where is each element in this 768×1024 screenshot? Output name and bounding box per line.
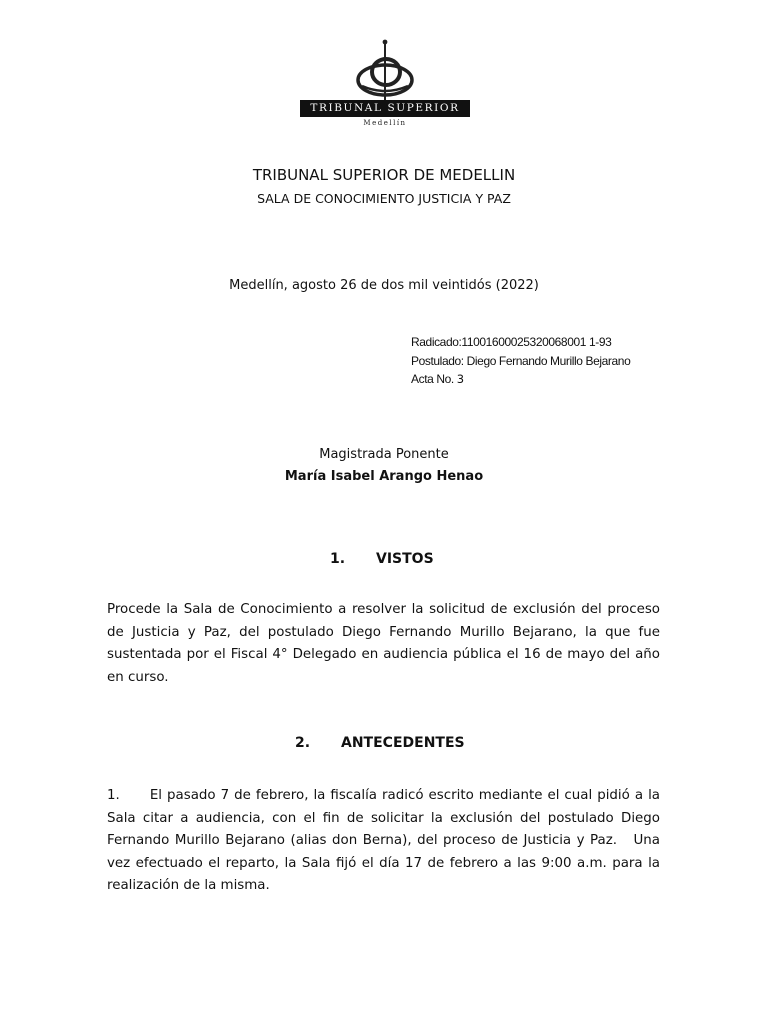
- court-title: TRIBUNAL SUPERIOR DE MEDELLIN: [252, 166, 516, 184]
- section-paragraph-antecedentes: 1. El pasado 7 de febrero, la fiscalía radicó escrito mediante el cual pidió a la Sala citar a audiencia, con el fin de solicitar la exclusión del postulado Diego Fernando Murillo Bejarano (alias don Berna), del proceso de Justicia y Paz. Una vez efectuado el reparto, la Sala fijó el día 17 de febrero a las 9:00 a.m. para la realización de la misma.: [107, 788, 665, 893]
- radicado-line: Radicado:11001600025320068001 1-93: [411, 335, 612, 349]
- magistrate-label: Magistrada Ponente: [319, 447, 449, 462]
- tribunal-emblem-icon: [300, 38, 470, 100]
- postulado-line: Postulado: Diego Fernando Murillo Bejarano: [411, 354, 631, 368]
- section-title: ANTECEDENTES: [341, 735, 465, 751]
- section-heading-vistos: [330, 551, 434, 567]
- acta-label: Acta No.: [411, 372, 454, 386]
- logo-band-text: TRIBUNAL SUPERIOR: [300, 100, 470, 117]
- section-heading-antecedentes: [295, 735, 465, 751]
- date-line: Medellín, agosto 26 de dos mil veintidós (2022): [229, 278, 539, 293]
- magistrate-name: María Isabel Arango Henao: [284, 469, 484, 484]
- acta-line: [411, 372, 464, 386]
- section-paragraph-vistos: Procede la Sala de Conocimiento a resolver la solicitud de exclusión del proceso de Justicia y Paz, del postulado Diego Fernando Murillo Bejarano, la que fue sustentada por el Fiscal 4° Delegado en audiencia pública el 16 de mayo del año en curso.: [107, 602, 660, 685]
- logo-city-text: Medellín: [363, 119, 407, 127]
- tribunal-logo: [300, 38, 470, 132]
- section-number: 1.: [330, 551, 346, 567]
- section-title: VISTOS: [376, 551, 434, 567]
- chamber-subtitle: SALA DE CONOCIMIENTO JUSTICIA Y PAZ: [257, 191, 511, 206]
- section-number: 2.: [295, 735, 311, 751]
- acta-number: 3: [456, 372, 465, 386]
